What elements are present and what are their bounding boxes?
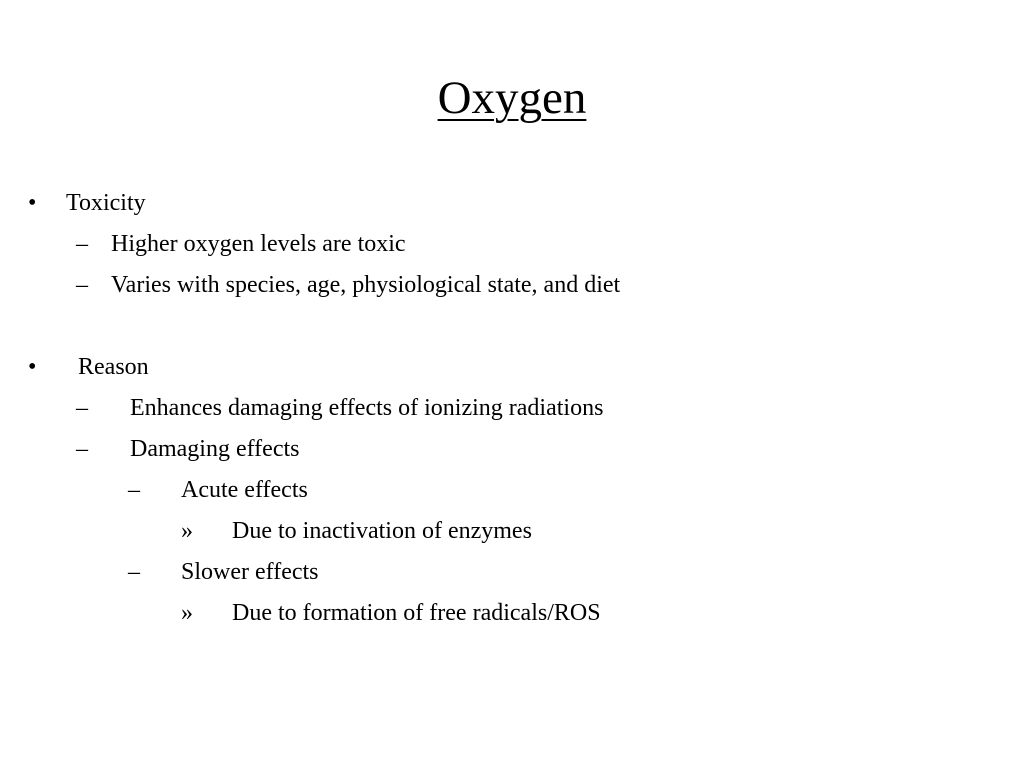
sub-bullet-text: Enhances damaging effects of ionizing radiations bbox=[130, 395, 604, 421]
dash-marker: – bbox=[76, 436, 88, 462]
dash-marker: – bbox=[76, 231, 88, 257]
slide-title: Oxygen bbox=[437, 72, 587, 124]
chevron-marker: » bbox=[181, 600, 193, 626]
dash-marker: – bbox=[76, 272, 88, 298]
dash-marker: – bbox=[128, 559, 140, 585]
sub-bullet-text: Varies with species, age, physiological state, and diet bbox=[111, 272, 621, 298]
dash-marker: – bbox=[128, 477, 140, 503]
sub-sub-bullet-text: Slower effects bbox=[181, 559, 319, 585]
chevron-marker: » bbox=[181, 518, 193, 544]
level4-bullet-text: Due to formation of free radicals/ROS bbox=[232, 600, 601, 626]
bullet-marker: • bbox=[28, 190, 37, 216]
level4-bullet-text: Due to inactivation of enzymes bbox=[232, 518, 532, 544]
sub-bullet-text: Higher oxygen levels are toxic bbox=[111, 231, 406, 257]
sub-sub-bullet-text: Acute effects bbox=[181, 477, 308, 503]
bullet-marker: • bbox=[28, 354, 37, 380]
bullet-text-reason: Reason bbox=[78, 354, 149, 380]
sub-bullet-text: Damaging effects bbox=[130, 436, 300, 462]
dash-marker: – bbox=[76, 395, 88, 421]
bullet-text-toxicity: Toxicity bbox=[66, 190, 146, 216]
